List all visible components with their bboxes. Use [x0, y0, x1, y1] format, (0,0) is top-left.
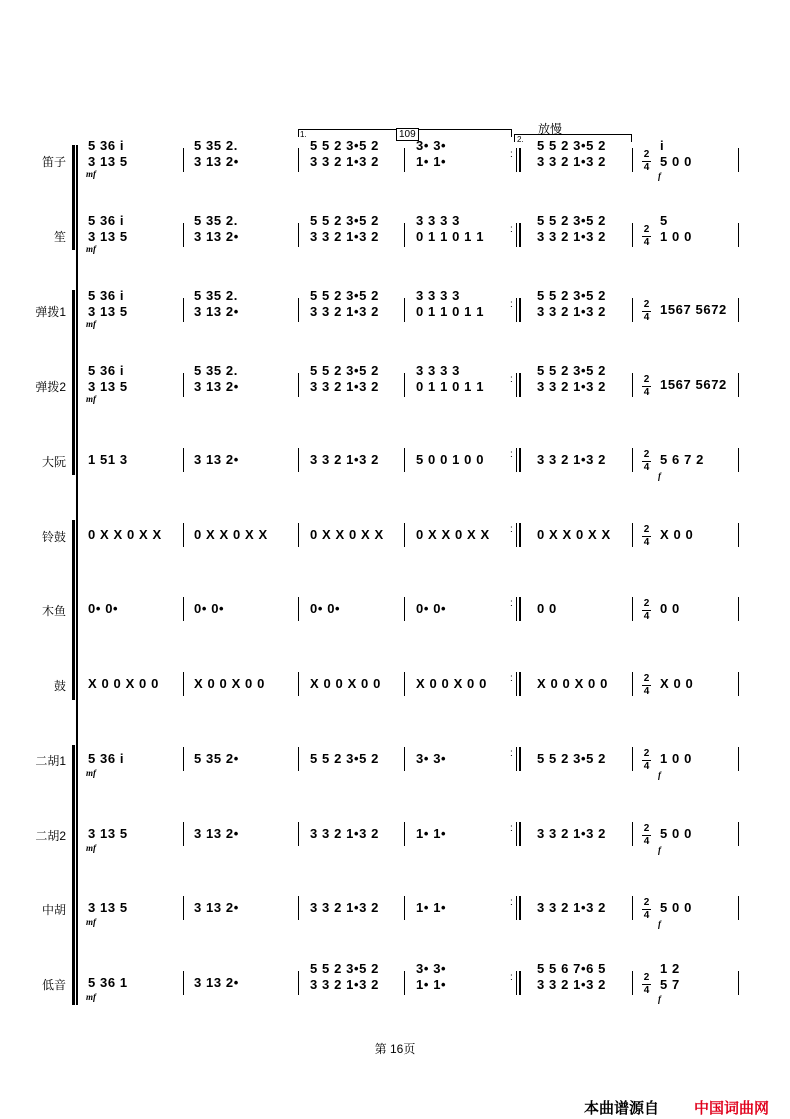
- source-label: 本曲谱源自: [584, 1100, 660, 1117]
- note-lower: 5 5 2 3•5 2: [310, 751, 379, 766]
- barline: [298, 298, 299, 322]
- dynamic-marking: mf: [86, 394, 96, 404]
- note-lower: 3 3 2 1•3 2: [310, 452, 379, 467]
- time-signature-bottom: 4: [643, 387, 650, 398]
- barline: [298, 672, 299, 696]
- barline: [298, 597, 299, 621]
- instrument-name: 铃鼓: [41, 530, 66, 544]
- barline: [404, 148, 405, 172]
- repeat-barline-thick: [519, 672, 521, 696]
- instrument-name: 弹拨2: [35, 380, 66, 394]
- repeat-barline-thick: [519, 373, 521, 397]
- dynamic-marking: mf: [86, 992, 96, 1002]
- note-lower: 1• 1•: [416, 826, 447, 841]
- note-lower: 1 0 0: [660, 751, 692, 766]
- note-lower: 1567 5672: [660, 302, 727, 317]
- note-lower: 0 0: [660, 601, 680, 616]
- note-upper: 5 5 6 7•6 5: [537, 961, 606, 976]
- note-lower: 3 13 2•: [194, 452, 239, 467]
- barline: [298, 896, 299, 920]
- note-lower: 3 13 5: [88, 229, 128, 244]
- barline: [404, 448, 405, 472]
- time-signature: [642, 300, 651, 323]
- barline: [183, 148, 184, 172]
- note-lower: 3 13 5: [88, 379, 128, 394]
- dynamic-marking-end: f: [658, 994, 661, 1004]
- barline: [183, 523, 184, 547]
- barline: [632, 298, 633, 322]
- note-upper: 5 5 2 3•5 2: [537, 288, 606, 303]
- barline: [404, 523, 405, 547]
- note-lower: 1• 1•: [416, 977, 447, 992]
- note-lower: 1567 5672: [660, 377, 727, 392]
- barline: [516, 822, 517, 846]
- note-lower: 3 3 2 1•3 2: [537, 304, 606, 319]
- time-signature-top: 2: [643, 449, 650, 460]
- time-signature-top: 2: [643, 598, 650, 609]
- barline: [404, 896, 405, 920]
- time-signature-bottom: 4: [643, 985, 650, 996]
- repeat-dots: :: [510, 823, 513, 834]
- note-lower: 3 3 2 1•3 2: [537, 977, 606, 992]
- barline: [632, 971, 633, 995]
- dynamic-marking-end: f: [658, 919, 661, 929]
- barline: [738, 971, 739, 995]
- repeat-dots: :: [510, 449, 513, 460]
- barline: [632, 672, 633, 696]
- time-signature-bottom: 4: [643, 162, 650, 173]
- barline: [183, 971, 184, 995]
- barline: [632, 373, 633, 397]
- note-lower: 1 0 0: [660, 229, 692, 244]
- note-lower: 0 X X 0 X X: [537, 527, 611, 542]
- time-signature-top: 2: [643, 299, 650, 310]
- note-lower: X 0 0 X 0 0: [194, 676, 265, 691]
- barline: [298, 523, 299, 547]
- repeat-dots: :: [510, 598, 513, 609]
- time-signature: [642, 824, 651, 847]
- repeat-dots: :: [510, 374, 513, 385]
- note-lower: 5 0 0: [660, 900, 692, 915]
- barline: [516, 747, 517, 771]
- note-upper: 5 5 2 3•5 2: [310, 138, 379, 153]
- note-upper: 5 36 i: [88, 288, 125, 303]
- barline: [183, 672, 184, 696]
- time-signature: [642, 525, 651, 548]
- time-signature-top: 2: [643, 149, 650, 160]
- note-lower: 5 7: [660, 977, 680, 992]
- repeat-barline-thick: [519, 223, 521, 247]
- barline: [632, 148, 633, 172]
- group-bracket-plucked: [72, 290, 75, 475]
- instrument-name: 笙: [53, 230, 66, 244]
- time-signature: [642, 973, 651, 996]
- barline: [183, 373, 184, 397]
- note-lower: 1 51 3: [88, 452, 128, 467]
- note-lower: 3 3 2 1•3 2: [537, 826, 606, 841]
- barline: [738, 896, 739, 920]
- note-lower: 3 13 2•: [194, 975, 239, 990]
- time-signature-bottom: 4: [643, 312, 650, 323]
- dynamic-marking: mf: [86, 843, 96, 853]
- barline: [738, 523, 739, 547]
- barline: [632, 223, 633, 247]
- note-lower: 3 13 2•: [194, 900, 239, 915]
- barline: [738, 373, 739, 397]
- ending2-bracket-right: [631, 134, 632, 142]
- note-lower: 3 3 2 1•3 2: [310, 229, 379, 244]
- note-upper: 5 36 i: [88, 363, 125, 378]
- time-signature: [642, 898, 651, 921]
- barline: [183, 747, 184, 771]
- note-upper: 5 5 2 3•5 2: [537, 363, 606, 378]
- barline: [738, 672, 739, 696]
- note-lower: X 0 0 X 0 0: [310, 676, 381, 691]
- ending2-bracket-top: [514, 134, 632, 135]
- barline: [516, 597, 517, 621]
- note-upper: 1 2: [660, 961, 680, 976]
- barline: [404, 747, 405, 771]
- time-signature-top: 2: [643, 823, 650, 834]
- instrument-name: 低音: [41, 978, 66, 992]
- repeat-barline-thick: [519, 597, 521, 621]
- barline: [404, 971, 405, 995]
- barline: [298, 971, 299, 995]
- dynamic-marking: mf: [86, 169, 96, 179]
- note-upper: 5 5 2 3•5 2: [310, 213, 379, 228]
- time-signature-top: 2: [643, 897, 650, 908]
- note-lower: 5 35 2•: [194, 751, 239, 766]
- time-signature-bottom: 4: [643, 686, 650, 697]
- note-lower: 1• 1•: [416, 154, 447, 169]
- note-lower: 3 3 2 1•3 2: [310, 379, 379, 394]
- time-signature: [642, 674, 651, 697]
- repeat-dots: :: [510, 299, 513, 310]
- barline: [298, 448, 299, 472]
- note-lower: 0 1 1 0 1 1: [416, 229, 485, 244]
- dynamic-marking: mf: [86, 768, 96, 778]
- repeat-barline-thick: [519, 971, 521, 995]
- time-signature-bottom: 4: [643, 611, 650, 622]
- barline: [632, 896, 633, 920]
- note-lower: X 0 0: [660, 676, 694, 691]
- group-bracket-strings: [72, 745, 75, 1005]
- instrument-name: 鼓: [53, 679, 66, 693]
- group-bracket-percussion: [72, 520, 75, 700]
- note-upper: 5 35 2.: [194, 138, 238, 153]
- barline: [298, 223, 299, 247]
- ending1-label: 1.: [300, 130, 307, 139]
- note-lower: 0 X X 0 X X: [88, 527, 162, 542]
- time-signature-top: 2: [643, 748, 650, 759]
- barline: [298, 747, 299, 771]
- ending2-bracket-left: [514, 134, 515, 142]
- barline: [738, 597, 739, 621]
- note-lower: 0• 0•: [416, 601, 447, 616]
- instrument-name: 木鱼: [41, 604, 66, 618]
- note-lower: 0 X X 0 X X: [194, 527, 268, 542]
- instrument-name: 二胡1: [35, 754, 66, 768]
- note-lower: 3 3 2 1•3 2: [310, 900, 379, 915]
- note-lower: 3 13 2•: [194, 154, 239, 169]
- time-signature: [642, 599, 651, 622]
- note-lower: 3 3 2 1•3 2: [537, 229, 606, 244]
- instrument-name: 中胡: [41, 903, 66, 917]
- barline: [298, 373, 299, 397]
- note-upper: 3 3 3 3: [416, 363, 460, 378]
- barline: [738, 822, 739, 846]
- note-upper: 3• 3•: [416, 138, 447, 153]
- note-lower: 3 3 2 1•3 2: [537, 452, 606, 467]
- note-lower: 3 13 5: [88, 304, 128, 319]
- tempo-marking: 放慢: [538, 122, 563, 136]
- time-signature-top: 2: [643, 374, 650, 385]
- note-upper: 3 3 3 3: [416, 213, 460, 228]
- note-lower: 5 5 2 3•5 2: [537, 751, 606, 766]
- barline: [632, 448, 633, 472]
- time-signature: [642, 450, 651, 473]
- note-upper: 5 35 2.: [194, 288, 238, 303]
- repeat-barline-thick: [519, 298, 521, 322]
- barline: [516, 148, 517, 172]
- barline: [183, 223, 184, 247]
- note-lower: 3 3 2 1•3 2: [537, 379, 606, 394]
- barline: [516, 672, 517, 696]
- note-lower: 0 X X 0 X X: [310, 527, 384, 542]
- note-lower: 5 0 0 1 0 0: [416, 452, 485, 467]
- ending1-bracket-right: [511, 129, 512, 137]
- barline: [404, 223, 405, 247]
- dynamic-marking-end: f: [658, 171, 661, 181]
- note-lower: 3 3 2 1•3 2: [537, 154, 606, 169]
- note-upper: 3• 3•: [416, 961, 447, 976]
- note-lower: 3 3 2 1•3 2: [310, 826, 379, 841]
- time-signature: [642, 375, 651, 398]
- barline: [738, 448, 739, 472]
- note-lower: 5 36 i: [88, 751, 125, 766]
- repeat-dots: :: [510, 149, 513, 160]
- time-signature: [642, 749, 651, 772]
- note-lower: 5 0 0: [660, 154, 692, 169]
- note-upper: 5 5 2 3•5 2: [310, 961, 379, 976]
- instrument-name: 二胡2: [35, 829, 66, 843]
- page-number: 第 16页: [374, 1042, 416, 1056]
- barline: [516, 448, 517, 472]
- note-lower: 5 0 0: [660, 826, 692, 841]
- note-upper: i: [660, 138, 665, 153]
- barline: [516, 971, 517, 995]
- note-upper: 5 35 2.: [194, 363, 238, 378]
- barline: [183, 822, 184, 846]
- note-upper: 5 5 2 3•5 2: [310, 363, 379, 378]
- note-lower: 3 3 2 1•3 2: [310, 154, 379, 169]
- note-lower: 0 X X 0 X X: [416, 527, 490, 542]
- dynamic-marking-end: f: [658, 471, 661, 481]
- barline: [632, 747, 633, 771]
- repeat-barline-thick: [519, 747, 521, 771]
- barline: [738, 223, 739, 247]
- time-signature-top: 2: [643, 673, 650, 684]
- repeat-dots: :: [510, 897, 513, 908]
- note-lower: 3 13 5: [88, 900, 128, 915]
- barline: [404, 597, 405, 621]
- note-lower: 3 3 2 1•3 2: [537, 900, 606, 915]
- barline: [404, 672, 405, 696]
- time-signature: [642, 225, 651, 248]
- time-signature-top: 2: [643, 524, 650, 535]
- note-lower: 3 3 2 1•3 2: [310, 304, 379, 319]
- barline: [516, 298, 517, 322]
- note-lower: 3 13 2•: [194, 229, 239, 244]
- barline: [516, 223, 517, 247]
- system-brace-line: [76, 145, 78, 1005]
- repeat-dots: :: [510, 972, 513, 983]
- note-lower: 1• 1•: [416, 900, 447, 915]
- barline: [738, 747, 739, 771]
- site-name: 中国词曲网: [694, 1100, 770, 1117]
- barline: [632, 597, 633, 621]
- note-lower: X 0 0: [660, 527, 694, 542]
- group-bracket-winds: [72, 145, 75, 250]
- barline: [516, 896, 517, 920]
- repeat-dots: :: [510, 524, 513, 535]
- note-lower: X 0 0 X 0 0: [537, 676, 608, 691]
- note-lower: 0• 0•: [310, 601, 341, 616]
- note-lower: 0 1 1 0 1 1: [416, 304, 485, 319]
- instrument-name: 笛子: [41, 155, 66, 169]
- measure-number-box: 109: [396, 128, 419, 141]
- note-lower: 3 13 2•: [194, 379, 239, 394]
- repeat-barline-thick: [519, 896, 521, 920]
- note-lower: 3 13 2•: [194, 826, 239, 841]
- note-upper: 5 35 2.: [194, 213, 238, 228]
- note-lower: 3 13 2•: [194, 304, 239, 319]
- barline: [404, 822, 405, 846]
- repeat-barline-thick: [519, 822, 521, 846]
- repeat-barline-thick: [519, 523, 521, 547]
- time-signature-top: 2: [643, 972, 650, 983]
- ending1-bracket-left: [298, 129, 299, 137]
- note-lower: 0 1 1 0 1 1: [416, 379, 485, 394]
- barline: [516, 523, 517, 547]
- barline: [632, 523, 633, 547]
- barline: [183, 597, 184, 621]
- instrument-name: 弹拨1: [35, 305, 66, 319]
- time-signature: [642, 150, 651, 173]
- instrument-name: 大阮: [41, 455, 66, 469]
- barline: [404, 373, 405, 397]
- note-lower: 3• 3•: [416, 751, 447, 766]
- repeat-dots: :: [510, 673, 513, 684]
- time-signature-bottom: 4: [643, 237, 650, 248]
- dynamic-marking: mf: [86, 319, 96, 329]
- note-lower: 5 6 7 2: [660, 452, 704, 467]
- dynamic-marking-end: f: [658, 770, 661, 780]
- note-upper: 5 5 2 3•5 2: [310, 288, 379, 303]
- barline: [738, 298, 739, 322]
- barline: [738, 148, 739, 172]
- barline: [183, 448, 184, 472]
- barline: [516, 373, 517, 397]
- barline: [183, 298, 184, 322]
- repeat-barline-thick: [519, 448, 521, 472]
- time-signature-bottom: 4: [643, 761, 650, 772]
- note-upper: 5 5 2 3•5 2: [537, 213, 606, 228]
- note-lower: 0• 0•: [88, 601, 119, 616]
- note-lower: 3 13 5: [88, 154, 128, 169]
- note-upper: 5 36 i: [88, 213, 125, 228]
- note-lower: 5 36 1: [88, 975, 128, 990]
- repeat-barline-thick: [519, 148, 521, 172]
- repeat-dots: :: [510, 748, 513, 759]
- dynamic-marking: mf: [86, 917, 96, 927]
- note-lower: X 0 0 X 0 0: [88, 676, 159, 691]
- ending2-label: 2.: [517, 135, 524, 144]
- note-lower: X 0 0 X 0 0: [416, 676, 487, 691]
- time-signature-bottom: 4: [643, 836, 650, 847]
- barline: [298, 148, 299, 172]
- note-lower: 0• 0•: [194, 601, 225, 616]
- time-signature-top: 2: [643, 224, 650, 235]
- time-signature-bottom: 4: [643, 910, 650, 921]
- note-lower: 3 13 5: [88, 826, 128, 841]
- note-upper: 5 5 2 3•5 2: [537, 138, 606, 153]
- dynamic-marking-end: f: [658, 845, 661, 855]
- time-signature-bottom: 4: [643, 462, 650, 473]
- note-upper: 5 36 i: [88, 138, 125, 153]
- note-lower: 0 0: [537, 601, 557, 616]
- note-upper: 5: [660, 213, 668, 228]
- barline: [632, 822, 633, 846]
- note-upper: 3 3 3 3: [416, 288, 460, 303]
- repeat-dots: :: [510, 224, 513, 235]
- barline: [298, 822, 299, 846]
- dynamic-marking: mf: [86, 244, 96, 254]
- barline: [404, 298, 405, 322]
- time-signature-bottom: 4: [643, 537, 650, 548]
- barline: [183, 896, 184, 920]
- note-lower: 3 3 2 1•3 2: [310, 977, 379, 992]
